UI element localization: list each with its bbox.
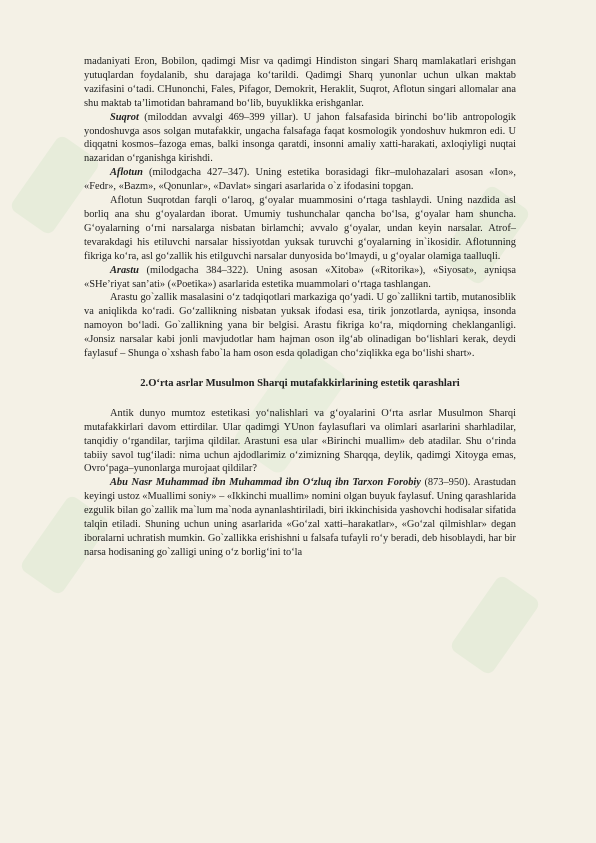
paragraph-text: (873–950). Arastudan keyingi ustoz «Muallimi soniy» – «Ikkinchi muallim» nomini olgan buyuk faylasuf. Uning qarashlarida ezgulik bilan go`zallik ma`lum ma`noda aynanlashtiriladi, biri ikkinchisida yashovchi hodisalar sifatida talqin etiladi. Shuning uchun uning asarlarida «Go‘zal xatti–harakatlar», «Go‘zal qilmishlar» degan iboralarni uchratish mumkin. Go`zallikka erishishni u falsafa tufayli ro‘y beradi, deb hisoblaydi, har bir narsa hodisaning go`zalligi uning o‘z borlig‘ini to‘la xyxy=(84,477,517,558)
paragraph-text: Antik dunyo mumtoz estetikasi yo‘nalishlari va g‘oyalarini O‘rta asrlar Musulmon Sharqi mutafakkirlari davom ettirdilar. Ular qadimgi YUnon faylasuflari va olimlari asarlarini sharhladilar, tanqidiy o‘rgandilar, tarjima qildilar. Arastuni esa ular «Birinchi muallim» deb atadilar. Shu o‘rinda tabiiy savol tug‘iladi: nima uchun ajdodlarimiz o‘zimizning Sharqqa, deylik, qadimgi Xitoyga emas, Ovro‘paga–yunonlarga murojaat qildilar? xyxy=(84,407,516,475)
paragraph xyxy=(84,407,516,477)
paragraph-text: Aflotun Suqrotdan farqli o‘laroq, g‘oyalar muammosini o‘rtaga tashlaydi. Uning nazdida asl borliq ana shu g‘oyalardan iborat. Umumiy tushunchalar qancha bo‘lsa, g‘oyalar ham shuncha. G‘oyalarning o‘rni narsalarga nisbatan birlamchi; avvalo g‘oyalar, undan keyin narsalar. Atrof–tevarakdagi his etiluvchi narsalar hissiyotdan yuksak turuvchi g‘oyalarning in`ikosidir. Aflotunning fikriga ko‘ra, asl go‘zallik his etilguvchi narsalar dunyosida bo‘lmaydi, u g‘oyalar olamiga taalluqli. xyxy=(84,195,516,262)
paragraph xyxy=(84,166,516,194)
paragraph-lead-term: Abu Nasr Muhammad ibn Muhammad ibn O‘zluq ibn Tarxon Forobiy xyxy=(110,477,421,489)
document-page xyxy=(84,55,516,560)
paragraph-lead-term: Arastu xyxy=(110,264,139,276)
paragraph xyxy=(84,194,516,264)
paragraph xyxy=(84,291,516,361)
paragraph xyxy=(84,264,516,292)
paragraph-text: (miloddan avvalgi 469–399 yillar). U jahon falsafasida birinchi bo‘lib antropologik yondoshuvga asos solgan mutafakkir, ungacha falsafaga faqat kosmologik yondoshuv hukmron edi. U diqqatni kosmos–fazoga emas, balki insonga qaratdi, insonni amaliy xatti-harakati, axloqiyligi nuqtai nazaridan o‘rganishga kirishdi. xyxy=(84,111,516,165)
paragraph-text: Arastu go`zallik masalasini o‘z tadqiqotlari markaziga qo‘yadi. U go`zallikni tartib, mutanosiblik va aniqlikda ko‘radi. Go‘zallikning nisbatan yuksak ifodasi esa, tirik jonzotlarda, ayniqsa, insonda namoyon bo‘ladi. Go`zallikning yana bir belgisi. Arastu fikriga ko‘ra, miqdorning cheklanganligi. «Jonsiz narsalar kabi jonli mavjudotlar ham hajman oson ilg‘ab olinadigan bo‘lishlari kerak, deydi faylasuf – Shunga o`xshash fabo`la ham oson esda qoladigan cho‘ziqlikka ega bo‘lishi shart». xyxy=(84,292,516,360)
paragraph-text: madaniyati Eron, Bobilon, qadimgi Misr va qadimgi Hindiston singari Sharq mamlakatlari erishgan yutuqlardan foydalanib, shu darajaga ko‘tarildi. Qadimgi Sharq yunonlar uchun ulkan maktab vazifasini o‘tadi. CHunonchi, Fales, Pifagor, Demokrit, Heraklit, Suqrot, Aflotun singari allomalar ana shu maktab ta’limotidan bahramand bo‘lib, buyuklikka erishganlar. xyxy=(84,56,516,109)
paragraph-lead-term: Aflotun xyxy=(110,167,143,179)
paragraph-lead-term: Suqrot xyxy=(110,111,139,123)
paragraph xyxy=(84,111,516,167)
paragraph-text: (milodgacha 384–322). Uning asosan «Xitoba» («Ritorika»), «Siyosat», ayniqsa «SHe’riyat san’ati» («Poetika») asarlarida estetika muammolari o‘rtaga tashlangan. xyxy=(84,264,516,290)
section-heading: 2.O‘rta asrlar Musulmon Sharqi mutafakkirlarining estetik qarashlari xyxy=(140,377,460,389)
paragraph xyxy=(84,476,516,559)
paragraph xyxy=(84,55,516,111)
paragraph-text: (milodgacha 427–347). Uning estetika borasidagi fikr–mulohazalari asosan «Ion», «Fedr», «Bazm», «Qonunlar», «Davlat» singari asarlarida o`z ifodasini topgan. xyxy=(84,167,516,193)
